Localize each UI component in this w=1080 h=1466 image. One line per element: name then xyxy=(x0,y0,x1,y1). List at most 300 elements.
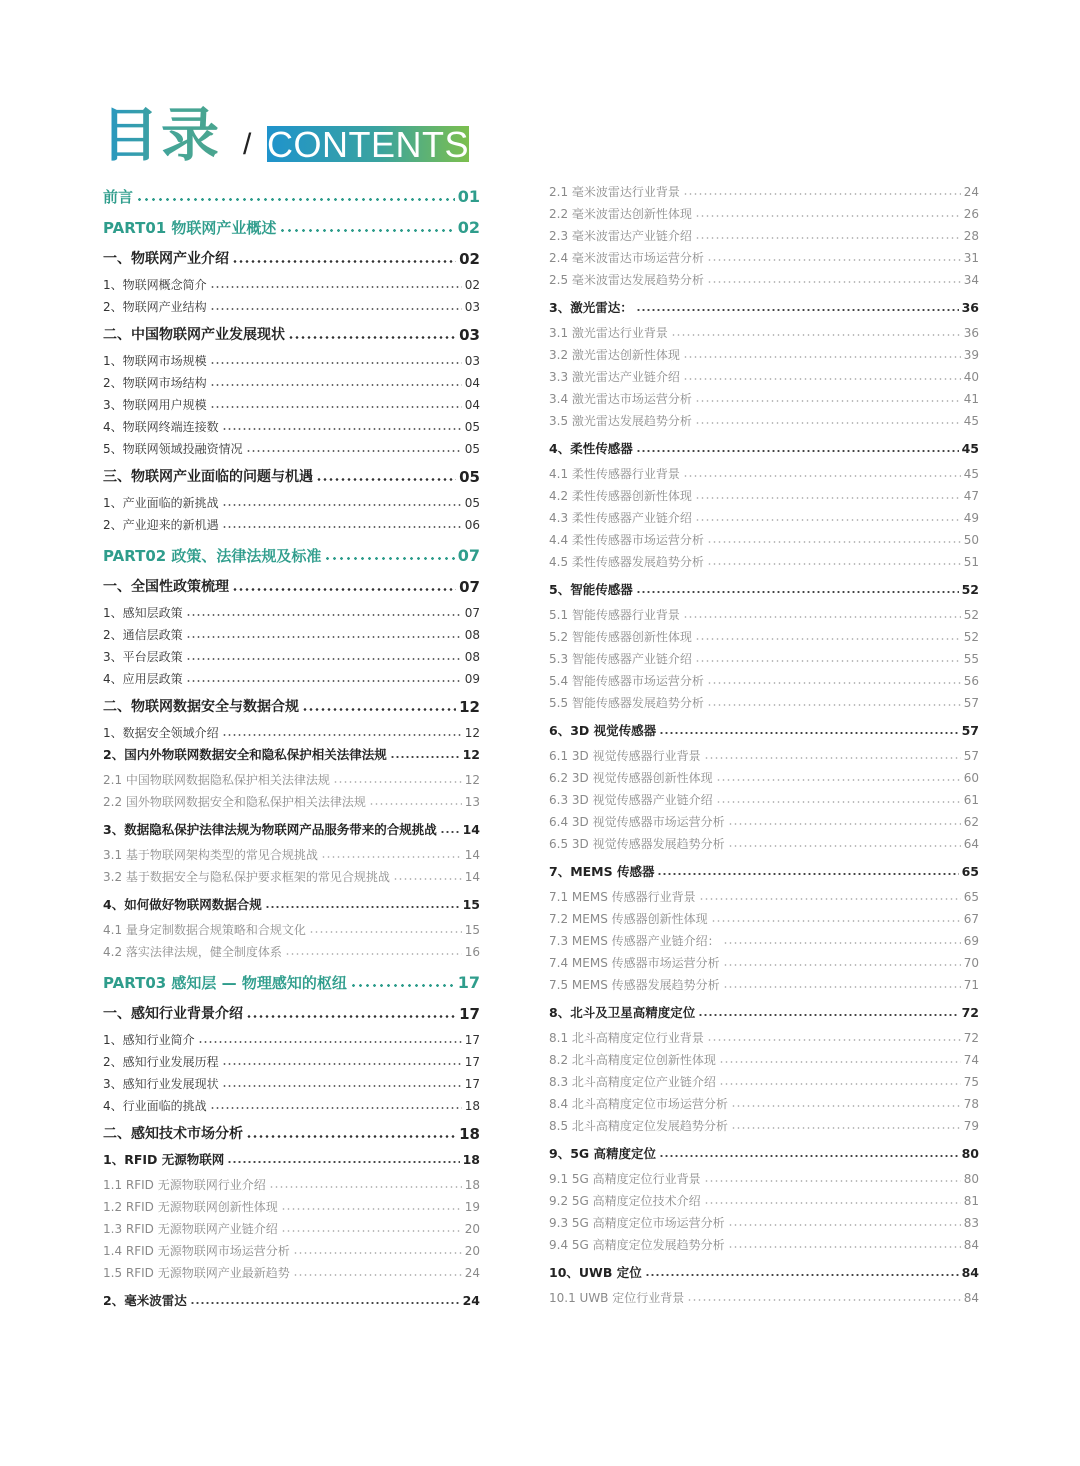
toc-entry-chapter[interactable] xyxy=(103,325,480,345)
dot-leader xyxy=(707,281,961,283)
toc-entry-section-bold[interactable] xyxy=(103,745,480,765)
toc-entry-section[interactable] xyxy=(103,275,480,295)
toc-entry-page-number: 03 xyxy=(464,354,480,368)
toc-entry-label: 3.4 激光雷达市场运营分析 xyxy=(549,392,692,406)
toc-entry-label: 2、国内外物联网数据安全和隐私保护相关法律法规 xyxy=(103,747,387,762)
toc-entry-page-number: 26 xyxy=(963,207,979,221)
toc-entry-page-number: 45 xyxy=(963,467,979,481)
toc-entry-page-number: 51 xyxy=(963,555,979,569)
toc-entry-page-number: 84 xyxy=(961,1265,979,1280)
toc-entry-section[interactable] xyxy=(103,493,480,513)
toc-entry-section-bold[interactable] xyxy=(103,1150,480,1170)
toc-entry-sub[interactable] xyxy=(103,1241,480,1261)
toc-entry-section-bold[interactable] xyxy=(549,439,979,459)
toc-entry-page-number: 03 xyxy=(459,326,480,344)
toc-entry-page-number: 17 xyxy=(459,1005,480,1023)
toc-entry-section-bold[interactable] xyxy=(549,862,979,882)
toc-entry-label: 3.3 激光雷达产业链介绍 xyxy=(549,370,680,384)
toc-entry-chapter[interactable] xyxy=(103,1004,480,1024)
dot-leader xyxy=(695,660,961,662)
toc-entry-page-number: 80 xyxy=(963,1172,979,1186)
toc-entry-page-number: 81 xyxy=(963,1194,979,1208)
toc-entry-label: 4、应用层政策 xyxy=(103,672,183,686)
toc-entry-sub[interactable] xyxy=(549,671,979,691)
toc-entry-sub[interactable] xyxy=(549,1213,979,1233)
toc-entry-label: 3、平台层政策 xyxy=(103,650,183,664)
toc-entry-label: 2、毫米波雷达 xyxy=(103,1293,187,1308)
toc-entry-page-number: 50 xyxy=(963,533,979,547)
toc-entry-page-number: 36 xyxy=(963,326,979,340)
toc-entry-label: 4、物联网终端连接数 xyxy=(103,420,219,434)
toc-entry-sub[interactable] xyxy=(549,975,979,995)
toc-entry-sub[interactable] xyxy=(103,1219,480,1239)
toc-entry-chapter[interactable] xyxy=(103,697,480,717)
toc-entry-page-number: 24 xyxy=(462,1293,480,1308)
toc-entry-page-number: 28 xyxy=(963,229,979,243)
dot-leader xyxy=(324,557,454,560)
toc-entry-label: 2、物联网市场结构 xyxy=(103,376,207,390)
toc-entry-label: 2.2 毫米波雷达创新性体现 xyxy=(549,207,692,221)
toc-entry-page-number: 24 xyxy=(963,185,979,199)
dot-leader xyxy=(683,356,961,358)
toc-entry-chapter[interactable] xyxy=(103,467,480,487)
toc-entry-sub[interactable] xyxy=(549,693,979,713)
toc-entry-page-number: 02 xyxy=(464,278,480,292)
dot-leader xyxy=(293,1252,462,1254)
dot-leader xyxy=(695,215,961,217)
toc-entry-part[interactable] xyxy=(103,187,480,207)
dot-leader xyxy=(222,428,462,430)
dot-leader xyxy=(227,1161,459,1163)
toc-entry-page-number: 72 xyxy=(961,1005,979,1020)
dot-leader xyxy=(333,781,462,783)
toc-entry-sub[interactable] xyxy=(549,323,979,343)
toc-entry-label: 9.4 5G 高精度定位发展趋势分析 xyxy=(549,1238,725,1252)
toc-entry-sub[interactable] xyxy=(549,1116,979,1136)
toc-entry-label: 三、物联网产业面临的问题与机遇 xyxy=(103,469,313,485)
toc-entry-sub[interactable] xyxy=(103,770,480,790)
toc-entry-label: 6.5 3D 视觉传感器发展趋势分析 xyxy=(549,837,725,851)
toc-entry-sub[interactable] xyxy=(549,953,979,973)
toc-entry-sub[interactable] xyxy=(549,182,979,202)
toc-entry-page-number: 45 xyxy=(961,441,979,456)
dot-leader xyxy=(728,1224,961,1226)
dot-leader xyxy=(269,1186,462,1188)
dot-leader xyxy=(671,334,961,336)
dot-leader xyxy=(186,680,462,682)
toc-entry-page-number: 13 xyxy=(464,795,480,809)
dot-leader xyxy=(246,1015,456,1018)
toc-entry-sub[interactable] xyxy=(549,1094,979,1114)
toc-entry-section[interactable] xyxy=(103,515,480,535)
dot-leader xyxy=(246,450,462,452)
toc-entry-page-number: 18 xyxy=(459,1125,480,1143)
toc-entry-page-number: 16 xyxy=(464,945,480,959)
toc-entry-label: 8.4 北斗高精度定位市场运营分析 xyxy=(549,1097,728,1111)
toc-entry-label: PART02 政策、法律法规及标准 xyxy=(103,547,322,565)
toc-entry-label: 3.2 激光雷达创新性体现 xyxy=(549,348,680,362)
toc-entry-label: 一、全国性政策梳理 xyxy=(103,579,229,595)
toc-entry-section[interactable] xyxy=(103,1096,480,1116)
toc-entry-page-number: 72 xyxy=(963,1031,979,1045)
dot-leader xyxy=(636,450,959,452)
toc-entry-section[interactable] xyxy=(103,373,480,393)
toc-entry-page-number: 17 xyxy=(464,1077,480,1091)
toc-entry-page-number: 52 xyxy=(963,608,979,622)
toc-entry-section[interactable] xyxy=(103,1052,480,1072)
toc-entry-sub[interactable] xyxy=(549,226,979,246)
toc-entry-label: 7.1 MEMS 传感器行业背景 xyxy=(549,890,696,904)
toc-entry-label: 1.2 RFID 无源物联网创新性体现 xyxy=(103,1200,278,1214)
toc-entry-label: 4.1 柔性传感器行业背景 xyxy=(549,467,680,481)
toc-entry-sub[interactable] xyxy=(549,812,979,832)
toc-entry-label: 1.1 RFID 无源物联网行业介绍 xyxy=(103,1178,266,1192)
dot-leader xyxy=(707,704,961,706)
toc-entry-page-number: 64 xyxy=(963,837,979,851)
toc-entry-label: PART01 物联网产业概述 xyxy=(103,219,277,237)
toc-entry-label: 4、柔性传感器 xyxy=(549,441,633,456)
toc-entry-page-number: 60 xyxy=(963,771,979,785)
toc-entry-label: 9.2 5G 高精度定位技术介绍 xyxy=(549,1194,701,1208)
page-title-english: CONTENTS xyxy=(267,126,469,162)
dot-leader xyxy=(316,478,456,481)
dot-leader xyxy=(683,475,961,477)
toc-entry-sub[interactable] xyxy=(549,411,979,431)
dot-leader xyxy=(659,1155,959,1157)
toc-entry-page-number: 20 xyxy=(464,1222,480,1236)
toc-entry-label: 2.3 毫米波雷达产业链介绍 xyxy=(549,229,692,243)
dot-leader xyxy=(210,1107,462,1109)
toc-entry-chapter[interactable] xyxy=(103,577,480,597)
toc-entry-sub[interactable] xyxy=(549,931,979,951)
dot-leader xyxy=(704,1202,961,1204)
toc-entry-sub[interactable] xyxy=(103,1263,480,1283)
dot-leader xyxy=(390,756,460,758)
toc-entry-part[interactable] xyxy=(103,973,480,993)
toc-entry-section-bold[interactable] xyxy=(103,895,480,915)
toc-entry-page-number: 69 xyxy=(963,934,979,948)
toc-entry-page-number: 14 xyxy=(464,870,480,884)
toc-entry-section[interactable] xyxy=(103,1030,480,1050)
toc-entry-label: 二、中国物联网产业发展现状 xyxy=(103,327,285,343)
toc-entry-page-number: 75 xyxy=(963,1075,979,1089)
title-separator: / xyxy=(243,128,252,161)
toc-entry-page-number: 62 xyxy=(963,815,979,829)
toc-entry-section-bold[interactable] xyxy=(549,1263,979,1283)
toc-entry-page-number: 47 xyxy=(963,489,979,503)
dot-leader xyxy=(302,708,456,711)
toc-entry-section-bold[interactable] xyxy=(549,1003,979,1023)
toc-entry-label: 二、感知技术市场分析 xyxy=(103,1126,243,1142)
toc-entry-label: PART03 感知层 — 物理感知的枢纽 xyxy=(103,974,347,992)
dot-leader xyxy=(186,636,462,638)
dot-leader xyxy=(716,801,961,803)
toc-entry-label: 9.1 5G 高精度定位行业背景 xyxy=(549,1172,701,1186)
toc-entry-section[interactable] xyxy=(103,395,480,415)
toc-entry-page-number: 20 xyxy=(464,1244,480,1258)
toc-entry-sub[interactable] xyxy=(549,464,979,484)
toc-entry-label: 2.1 中国物联网数据隐私保护相关法律法规 xyxy=(103,773,330,787)
toc-entry-label: 7.5 MEMS 传感器发展趋势分析 xyxy=(549,978,720,992)
toc-entry-chapter[interactable] xyxy=(103,1124,480,1144)
toc-entry-sub[interactable] xyxy=(103,845,480,865)
toc-entry-label: 8.5 北斗高精度定位发展趋势分析 xyxy=(549,1119,728,1133)
toc-entry-sub[interactable] xyxy=(549,746,979,766)
dot-leader xyxy=(186,658,462,660)
toc-entry-page-number: 52 xyxy=(963,630,979,644)
toc-entry-page-number: 17 xyxy=(464,1055,480,1069)
toc-entry-sub[interactable] xyxy=(549,345,979,365)
toc-entry-page-number: 71 xyxy=(963,978,979,992)
toc-entry-page-number: 14 xyxy=(462,822,480,837)
toc-entry-label: 2.4 毫米波雷达市场运营分析 xyxy=(549,251,704,265)
dot-leader xyxy=(136,198,455,201)
dot-leader xyxy=(281,1208,462,1210)
toc-entry-page-number: 02 xyxy=(457,218,480,237)
toc-entry-sub[interactable] xyxy=(549,204,979,224)
toc-entry-sub[interactable] xyxy=(549,627,979,647)
dot-leader xyxy=(222,1085,462,1087)
toc-entry-sub[interactable] xyxy=(549,367,979,387)
toc-entry-chapter[interactable] xyxy=(103,249,480,269)
toc-entry-page-number: 05 xyxy=(459,468,480,486)
toc-entry-part[interactable] xyxy=(103,218,480,238)
dot-leader xyxy=(232,260,456,263)
toc-entry-label: 2、物联网产业结构 xyxy=(103,300,207,314)
toc-entry-sub[interactable] xyxy=(549,887,979,907)
toc-entry-label: 1、感知行业简介 xyxy=(103,1033,195,1047)
toc-entry-label: 4.1 量身定制数据合规策略和合规文化 xyxy=(103,923,306,937)
dot-leader xyxy=(222,1063,462,1065)
toc-entry-sub[interactable] xyxy=(549,1169,979,1189)
toc-entry-sub[interactable] xyxy=(103,942,480,962)
dot-leader xyxy=(285,953,462,955)
toc-entry-sub[interactable] xyxy=(103,1197,480,1217)
toc-entry-page-number: 05 xyxy=(464,442,480,456)
toc-entry-label: 6.2 3D 视觉传感器创新性体现 xyxy=(549,771,713,785)
toc-entry-label: 前言 xyxy=(103,188,134,206)
toc-entry-label: 5.5 智能传感器发展趋势分析 xyxy=(549,696,704,710)
toc-entry-sub[interactable] xyxy=(549,909,979,929)
toc-entry-sub[interactable] xyxy=(549,552,979,572)
toc-entry-page-number: 09 xyxy=(464,672,480,686)
toc-entry-sub[interactable] xyxy=(103,867,480,887)
toc-entry-label: 10.1 UWB 定位行业背景 xyxy=(549,1291,685,1305)
dot-leader xyxy=(699,898,961,900)
toc-entry-page-number: 07 xyxy=(457,546,480,565)
toc-entry-sub[interactable] xyxy=(103,1175,480,1195)
toc-entry-label: 1、产业面临的新挑战 xyxy=(103,496,219,510)
toc-entry-page-number: 07 xyxy=(464,606,480,620)
dot-leader xyxy=(288,336,456,339)
dot-leader xyxy=(321,856,462,858)
toc-entry-part[interactable] xyxy=(103,546,480,566)
toc-entry-section[interactable] xyxy=(103,625,480,645)
toc-entry-sub[interactable] xyxy=(549,768,979,788)
toc-entry-label: 7.4 MEMS 传感器市场运营分析 xyxy=(549,956,720,970)
toc-entry-page-number: 17 xyxy=(464,1033,480,1047)
dot-leader xyxy=(636,309,959,311)
toc-entry-page-number: 65 xyxy=(961,864,979,879)
dot-leader xyxy=(281,1230,462,1232)
toc-entry-page-number: 52 xyxy=(961,582,979,597)
toc-entry-page-number: 31 xyxy=(963,251,979,265)
toc-entry-section[interactable] xyxy=(103,297,480,317)
dot-leader xyxy=(222,734,462,736)
toc-entry-section[interactable] xyxy=(103,351,480,371)
toc-entry-section-bold[interactable] xyxy=(103,820,480,840)
toc-entry-label: 1、物联网概念简介 xyxy=(103,278,207,292)
toc-entry-section-bold[interactable] xyxy=(549,721,979,741)
toc-entry-sub[interactable] xyxy=(549,530,979,550)
toc-entry-page-number: 78 xyxy=(963,1097,979,1111)
toc-entry-label: 7.3 MEMS 传感器产业链介绍： xyxy=(549,934,720,948)
dot-leader xyxy=(719,1083,961,1085)
toc-entry-section[interactable] xyxy=(103,603,480,623)
toc-entry-label: 1、感知层政策 xyxy=(103,606,183,620)
toc-entry-section-bold[interactable] xyxy=(549,1144,979,1164)
toc-entry-label: 9、5G 高精度定位 xyxy=(549,1146,657,1161)
toc-entry-sub[interactable] xyxy=(549,649,979,669)
toc-entry-section-bold[interactable] xyxy=(549,298,979,318)
dot-leader xyxy=(687,1299,960,1301)
toc-entry-label: 2.5 毫米波雷达发展趋势分析 xyxy=(549,273,704,287)
dot-leader xyxy=(695,237,961,239)
dot-leader xyxy=(659,732,958,734)
toc-entry-sub[interactable] xyxy=(549,270,979,290)
toc-entry-label: 3.2 基于数据安全与隐私保护要求框架的常见合规挑战 xyxy=(103,870,390,884)
toc-entry-section-bold[interactable] xyxy=(549,580,979,600)
toc-entry-label: 一、感知行业背景介绍 xyxy=(103,1006,243,1022)
toc-entry-page-number: 15 xyxy=(462,897,480,912)
toc-entry-label: 5.2 智能传感器创新性体现 xyxy=(549,630,692,644)
toc-entry-label: 6.3 3D 视觉传感器产业链介绍 xyxy=(549,793,713,807)
toc-entry-sub[interactable] xyxy=(549,1191,979,1211)
toc-entry-label: 4.2 柔性传感器创新性体现 xyxy=(549,489,692,503)
toc-entry-page-number: 57 xyxy=(961,723,979,738)
toc-entry-section-bold[interactable] xyxy=(103,1291,480,1311)
toc-entry-sub[interactable] xyxy=(549,1288,979,1308)
toc-entry-section[interactable] xyxy=(103,1074,480,1094)
dot-leader xyxy=(698,1014,958,1016)
toc-entry-page-number: 61 xyxy=(963,793,979,807)
toc-entry-page-number: 36 xyxy=(961,300,979,315)
toc-entry-label: 一、物联网产业介绍 xyxy=(103,251,229,267)
toc-entry-label: 5.3 智能传感器产业链介绍 xyxy=(549,652,692,666)
toc-entry-label: 6、3D 视觉传感器 xyxy=(549,723,657,738)
dot-leader xyxy=(695,497,961,499)
dot-leader xyxy=(704,1180,961,1182)
dot-leader xyxy=(711,920,961,922)
dot-leader xyxy=(723,986,961,988)
dot-leader xyxy=(210,362,462,364)
toc-entry-page-number: 14 xyxy=(464,848,480,862)
toc-entry-label: 1、数据安全领域介绍 xyxy=(103,726,219,740)
dot-leader xyxy=(265,906,460,908)
toc-entry-section[interactable] xyxy=(103,417,480,437)
toc-entry-sub[interactable] xyxy=(549,605,979,625)
dot-leader xyxy=(707,682,961,684)
dot-leader xyxy=(246,1135,456,1138)
toc-entry-page-number: 40 xyxy=(963,370,979,384)
toc-entry-sub[interactable] xyxy=(549,1028,979,1048)
toc-entry-page-number: 56 xyxy=(963,674,979,688)
toc-entry-sub[interactable] xyxy=(103,792,480,812)
toc-entry-page-number: 19 xyxy=(464,1200,480,1214)
toc-entry-section[interactable] xyxy=(103,439,480,459)
toc-entry-page-number: 01 xyxy=(457,187,480,206)
dot-leader xyxy=(369,803,462,805)
toc-entry-page-number: 45 xyxy=(963,414,979,428)
toc-entry-label: 4.5 柔性传感器发展趋势分析 xyxy=(549,555,704,569)
toc-entry-page-number: 84 xyxy=(963,1291,979,1305)
dot-leader xyxy=(186,614,462,616)
toc-entry-label: 2.1 毫米波雷达行业背景 xyxy=(549,185,680,199)
toc-entry-page-number: 08 xyxy=(464,628,480,642)
toc-entry-sub[interactable] xyxy=(549,389,979,409)
toc-entry-page-number: 18 xyxy=(462,1152,480,1167)
toc-entry-page-number: 04 xyxy=(464,398,480,412)
dot-leader xyxy=(723,942,961,944)
toc-entry-label: 2.2 国外物联网数据安全和隐私保护相关法律法规 xyxy=(103,795,366,809)
toc-entry-page-number: 39 xyxy=(963,348,979,362)
toc-entry-label: 4.4 柔性传感器市场运营分析 xyxy=(549,533,704,547)
toc-entry-page-number: 24 xyxy=(464,1266,480,1280)
dot-leader xyxy=(695,638,961,640)
toc-entry-page-number: 65 xyxy=(963,890,979,904)
toc-entry-page-number: 07 xyxy=(459,578,480,596)
toc-entry-section[interactable] xyxy=(103,669,480,689)
toc-entry-sub[interactable] xyxy=(103,920,480,940)
dot-leader xyxy=(210,286,462,288)
toc-entry-page-number: 08 xyxy=(464,650,480,664)
toc-entry-label: 9.3 5G 高精度定位市场运营分析 xyxy=(549,1216,725,1230)
toc-entry-label: 7、MEMS 传感器 xyxy=(549,864,655,879)
toc-entry-page-number: 18 xyxy=(464,1099,480,1113)
toc-entry-page-number: 12 xyxy=(464,773,480,787)
toc-entry-label: 3.1 基于物联网架构类型的常见合规挑战 xyxy=(103,848,318,862)
dot-leader xyxy=(707,259,961,261)
toc-entry-sub[interactable] xyxy=(549,1050,979,1070)
dot-leader xyxy=(210,406,462,408)
toc-entry-section[interactable] xyxy=(103,647,480,667)
toc-entry-sub[interactable] xyxy=(549,1072,979,1092)
toc-entry-page-number: 84 xyxy=(963,1238,979,1252)
toc-entry-sub[interactable] xyxy=(549,508,979,528)
toc-entry-sub[interactable] xyxy=(549,1235,979,1255)
toc-entry-label: 1、RFID 无源物联网 xyxy=(103,1152,225,1167)
dot-leader xyxy=(731,1105,961,1107)
toc-entry-label: 1.5 RFID 无源物联网产业最新趋势 xyxy=(103,1266,290,1280)
dot-leader xyxy=(198,1041,462,1043)
toc-entry-page-number: 03 xyxy=(464,300,480,314)
toc-entry-sub[interactable] xyxy=(549,834,979,854)
toc-entry-page-number: 12 xyxy=(462,747,480,762)
toc-entry-sub[interactable] xyxy=(549,248,979,268)
dot-leader xyxy=(657,873,958,875)
toc-entry-label: 1.4 RFID 无源物联网市场运营分析 xyxy=(103,1244,290,1258)
toc-entry-sub[interactable] xyxy=(549,790,979,810)
toc-entry-section[interactable] xyxy=(103,723,480,743)
dot-leader xyxy=(232,588,456,591)
toc-entry-label: 2、感知行业发展历程 xyxy=(103,1055,219,1069)
dot-leader xyxy=(704,757,961,759)
dot-leader xyxy=(393,878,462,880)
toc-entry-sub[interactable] xyxy=(549,486,979,506)
toc-entry-label: 8.3 北斗高精度定位产业链介绍 xyxy=(549,1075,716,1089)
toc-entry-label: 5.4 智能传感器市场运营分析 xyxy=(549,674,704,688)
toc-entry-page-number: 18 xyxy=(464,1178,480,1192)
